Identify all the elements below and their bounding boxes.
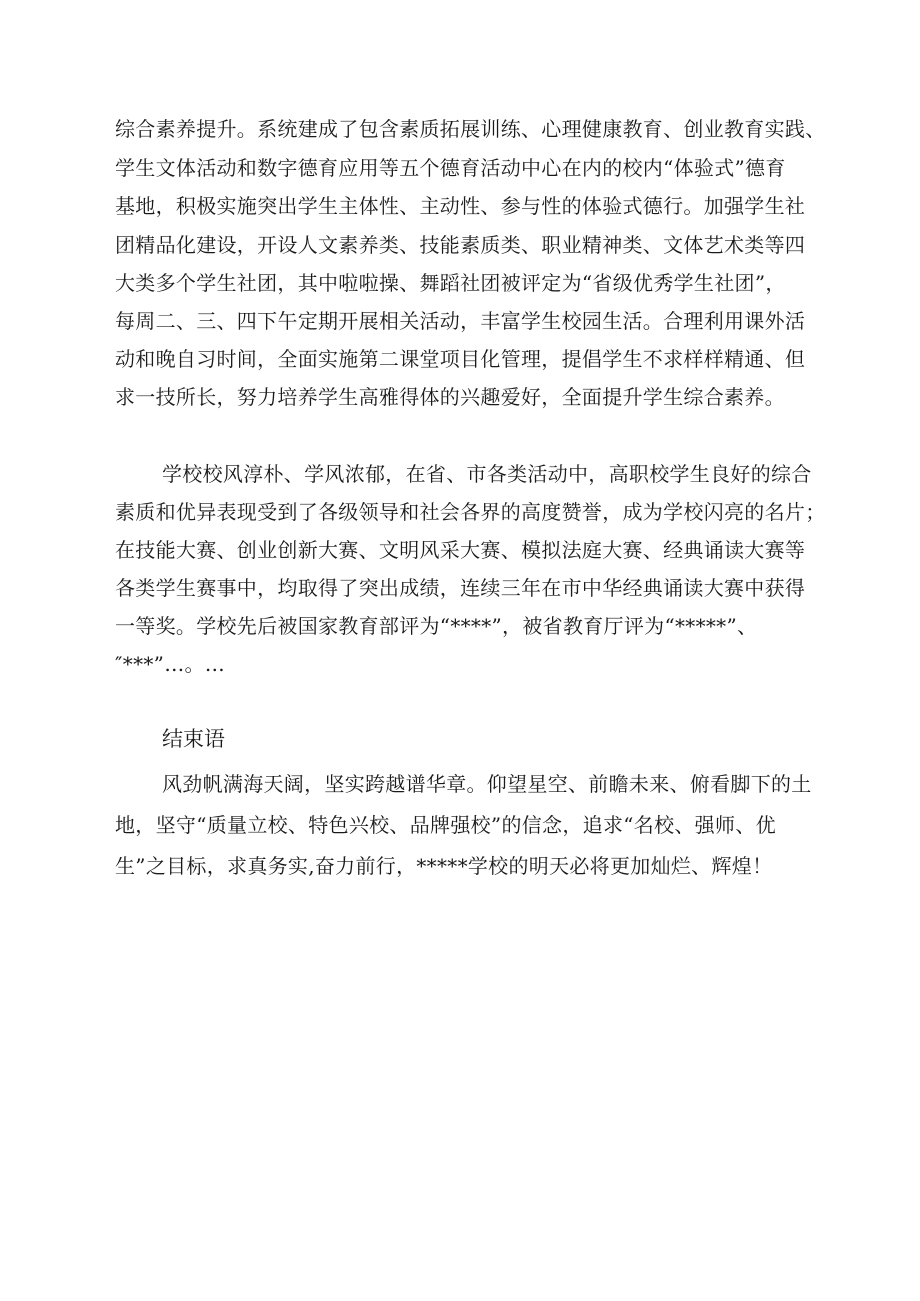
text-line: 各类学生赛事中，均取得了突出成绩，连续三年在市中华经典诵读大赛中获得 bbox=[115, 576, 806, 600]
text-line: 动和晚自习时间，全面实施第二课堂项目化管理，提倡学生不求样样精通、但 bbox=[115, 347, 806, 371]
text-line: 一等奖。学校先后被国家教育部评为“****”，被省教育厅评为“*****”、 bbox=[115, 614, 758, 638]
text-line: 学校校风淳朴、学风浓郁，在省、市各类活动中，高职校学生良好的综合 bbox=[162, 462, 812, 486]
text-line: 基地，积极实施突出学生主体性、主动性、参与性的体验式德行。加强学生社 bbox=[115, 194, 806, 218]
text-line: 大类多个学生社团，其中啦啦操、舞蹈社团被评定为“省级优秀学生社团”， bbox=[115, 271, 786, 295]
text-line: 风劲帆满海天阔，坚实跨越谱华章。仰望星空、前瞻未来、俯看脚下的土 bbox=[162, 772, 812, 796]
text-line: 综合素养提升。系统建成了包含素质拓展训练、心理健康教育、创业教育实践、 bbox=[115, 117, 826, 141]
text-line: 素质和优异表现受到了各级领导和社会各界的高度赞誉，成为学校闪亮的名片； bbox=[115, 500, 826, 524]
text-line: 生”之目标，求真务实,奋力前行，*****学校的明天必将更加灿烂、辉煌！ bbox=[115, 854, 773, 878]
text-line: 地，坚守“质量立校、特色兴校、品牌强校”的信念，追求“名校、强师、优 bbox=[115, 813, 776, 837]
text-line: 每周二、三、四下午定期开展相关活动，丰富学生校园生活。合理利用课外活 bbox=[115, 309, 806, 333]
text-line: 学生文体活动和数字德育应用等五个德育活动中心在内的校内“体验式”德育 bbox=[115, 156, 786, 180]
text-line: 团精品化建设，开设人文素养类、技能素质类、职业精神类、文体艺术类等四 bbox=[115, 233, 806, 257]
text-line: 求一技所长，努力培养学生高雅得体的兴趣爱好，全面提升学生综合素养。 bbox=[115, 385, 785, 409]
text-line: 在技能大赛、创业创新大赛、文明风采大赛、模拟法庭大赛、经典诵读大赛等 bbox=[115, 538, 806, 562]
text-line: ″***”…。… bbox=[115, 652, 226, 676]
section-heading: 结束语 bbox=[162, 727, 225, 751]
